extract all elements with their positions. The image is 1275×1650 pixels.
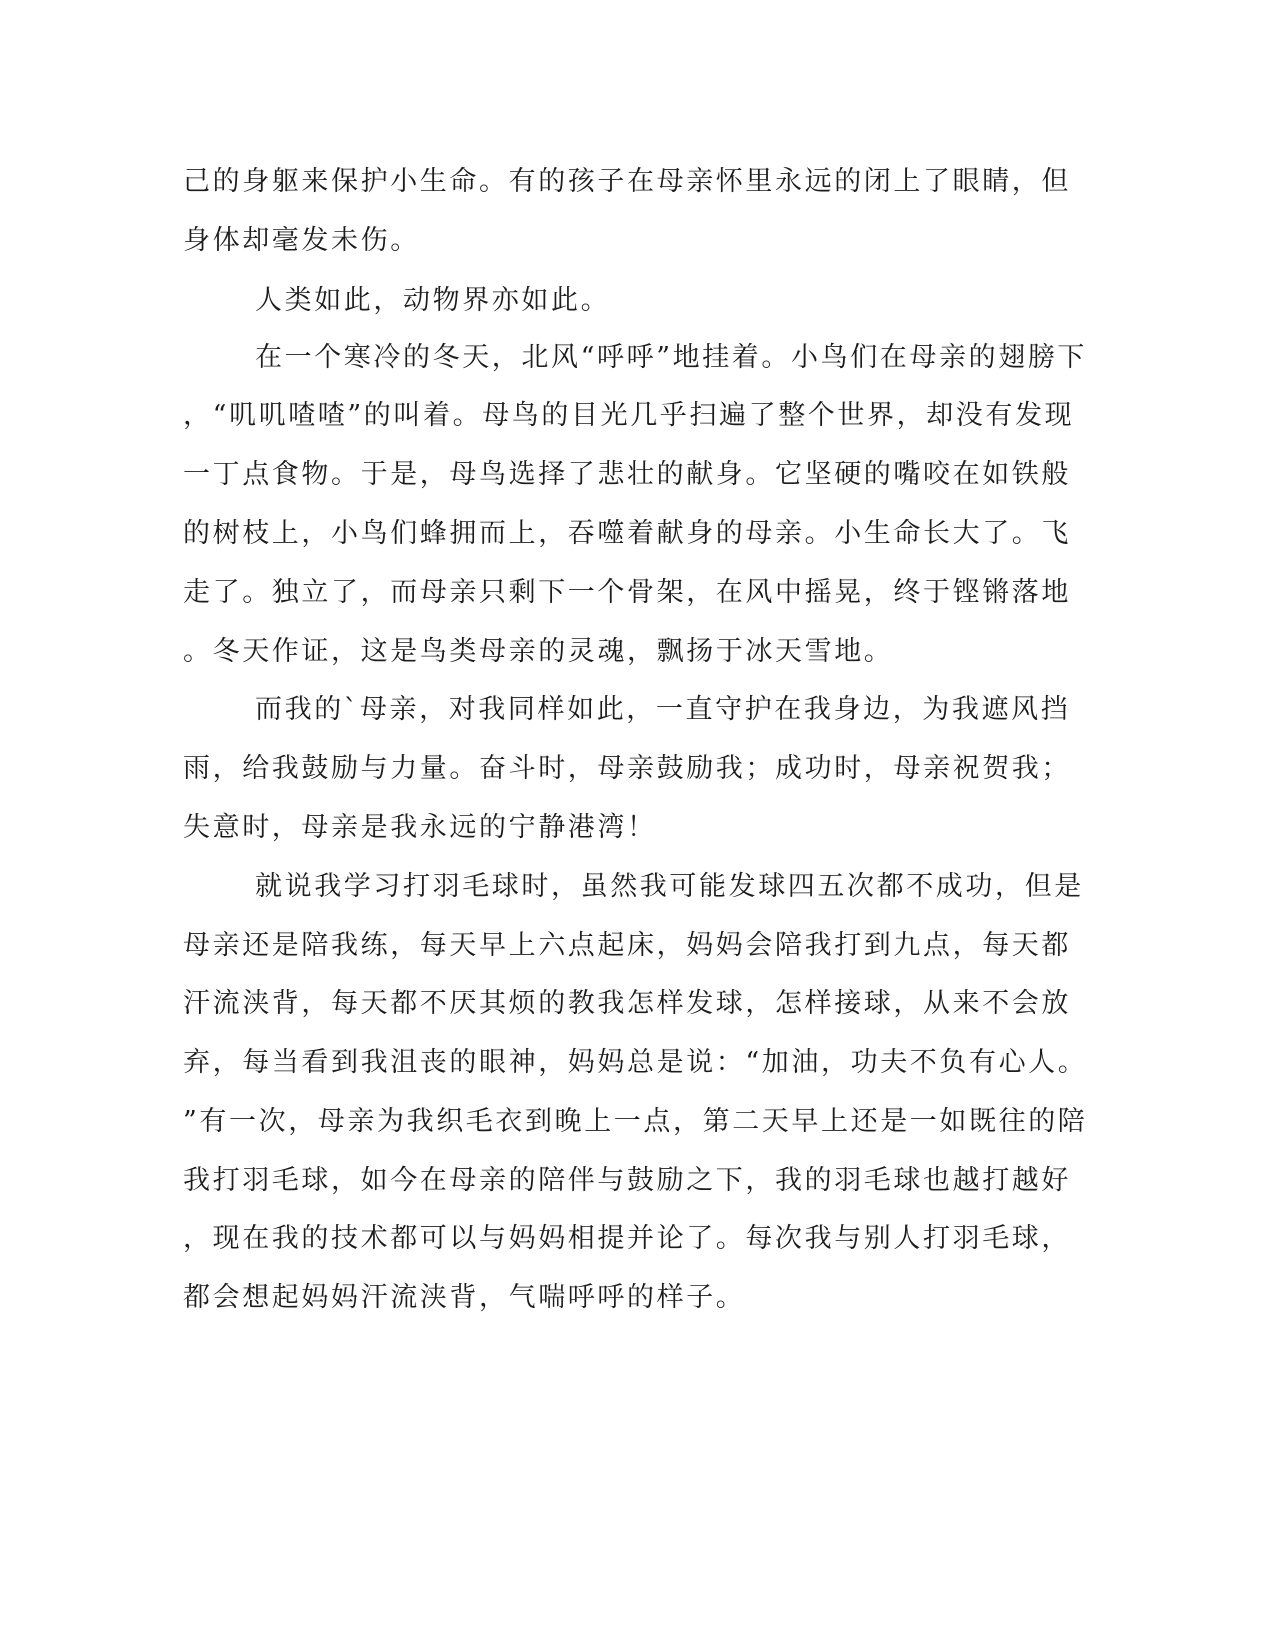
text-line: 我打羽毛球，如今在母亲的陪伴与鼓励之下，我的羽毛球也越打越好 [183,1165,1071,1196]
text-line: 。冬天作证，这是鸟类母亲的灵魂，飘扬于冰天雪地。 [183,636,894,667]
text-line: 汗流浃背，每天都不厌其烦的教我怎样发球，怎样接球，从来不会放 [183,988,1071,1019]
text-line: 走了。独立了，而母亲只剩下一个骨架，在风中摇晃，终于铿锵落地 [183,577,1071,608]
paragraph-first-line: 在一个寒冷的冬天，北风“呼呼”地挂着。小鸟们在母亲的翅膀下 [255,342,1088,373]
paragraph-first-line: 而我的`母亲，对我同样如此，一直守护在我身边，为我遮风挡 [255,694,1071,725]
text-line: 身体却毫发未伤。 [183,225,420,256]
text-line: 失意时，母亲是我永远的宁静港湾！ [183,812,657,843]
text-line: 一丁点食物。于是，母鸟选择了悲壮的献身。它坚硬的嘴咬在如铁般 [183,459,1071,490]
text-line: 弃，每当看到我沮丧的眼神，妈妈总是说：“加油，功夫不负有心人。 [183,1047,1088,1078]
text-line: ，“叽叽喳喳”的叫着。母鸟的目光几乎扫遍了整个世界，却没有发现 [183,400,1075,431]
text-line: ”有一次，母亲为我织毛衣到晚上一点，第二天早上还是一如既往的陪 [183,1106,1088,1137]
paragraph-first-line: 人类如此，动物界亦如此。 [255,285,611,316]
text-line: 雨，给我鼓励与力量。奋斗时，母亲鼓励我；成功时，母亲祝贺我； [183,753,1071,784]
text-line: 母亲还是陪我练，每天早上六点起床，妈妈会陪我打到九点，每天都 [183,930,1071,961]
text-line: 己的身躯来保护小生命。有的孩子在母亲怀里永远的闭上了眼睛，但 [183,166,1071,197]
text-line: 的树枝上，小鸟们蜂拥而上，吞噬着献身的母亲。小生命长大了。飞 [183,518,1071,549]
paragraph-first-line: 就说我学习打羽毛球时，虽然我可能发球四五次都不成功，但是 [255,871,1084,902]
text-line: 都会想起妈妈汗流浃背，气喘呼呼的样子。 [183,1282,746,1313]
text-line: ，现在我的技术都可以与妈妈相提并论了。每次我与别人打羽毛球， [183,1223,1071,1254]
